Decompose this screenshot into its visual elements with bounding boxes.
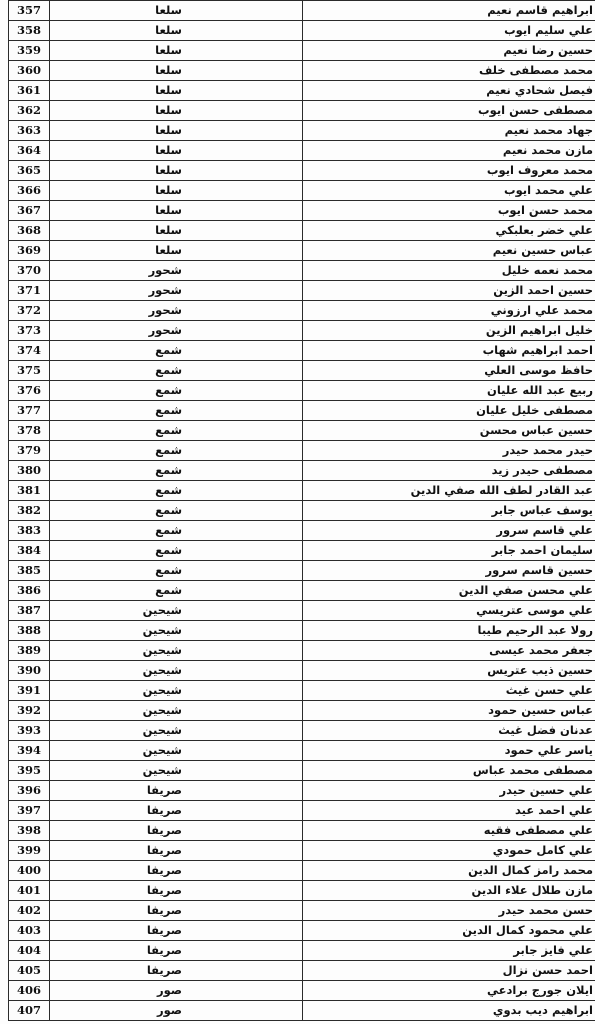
row-number-cell: 392 bbox=[9, 701, 50, 721]
table-row bbox=[9, 361, 595, 381]
row-number-cell: 405 bbox=[9, 961, 50, 981]
row-number-cell: 398 bbox=[9, 821, 50, 841]
table-row bbox=[9, 541, 595, 561]
table-row bbox=[9, 301, 595, 321]
table-row bbox=[9, 61, 595, 81]
town-cell: شيحين bbox=[50, 741, 303, 761]
table-row bbox=[9, 401, 595, 421]
town-cell: سلعا bbox=[50, 161, 303, 181]
town-cell: شيحين bbox=[50, 601, 303, 621]
person-name-cell: حسين احمد الزين bbox=[303, 281, 595, 301]
town-cell: شمع bbox=[50, 441, 303, 461]
table-row bbox=[9, 261, 595, 281]
row-number-cell: 371 bbox=[9, 281, 50, 301]
person-name-cell: احمد حسن نزال bbox=[303, 961, 595, 981]
person-name-cell: محمد رامز كمال الدين bbox=[303, 861, 595, 881]
table-row bbox=[9, 81, 595, 101]
row-number-cell: 400 bbox=[9, 861, 50, 881]
row-number-cell: 382 bbox=[9, 501, 50, 521]
row-number-cell: 357 bbox=[9, 1, 50, 21]
row-number-cell: 406 bbox=[9, 981, 50, 1001]
town-cell: شمع bbox=[50, 541, 303, 561]
town-cell: صور bbox=[50, 981, 303, 1001]
person-name-cell: علي موسى عتريسي bbox=[303, 601, 595, 621]
row-number-cell: 380 bbox=[9, 461, 50, 481]
person-name-cell: علي قاسم سرور bbox=[303, 521, 595, 541]
table-row bbox=[9, 961, 595, 981]
table-row bbox=[9, 481, 595, 501]
row-number-cell: 365 bbox=[9, 161, 50, 181]
table-row bbox=[9, 701, 595, 721]
person-name-cell: علي مصطفى فقيه bbox=[303, 821, 595, 841]
person-name-cell: عبد القادر لطف الله صفي الدين bbox=[303, 481, 595, 501]
person-name-cell: حسن محمد حيدر bbox=[303, 901, 595, 921]
table-row bbox=[9, 761, 595, 781]
table-row bbox=[9, 321, 595, 341]
table-row bbox=[9, 501, 595, 521]
table-row bbox=[9, 221, 595, 241]
row-number-cell: 362 bbox=[9, 101, 50, 121]
town-cell: شيحين bbox=[50, 721, 303, 741]
table-row bbox=[9, 781, 595, 801]
person-name-cell: حيدر محمد حيدر bbox=[303, 441, 595, 461]
town-cell: شمع bbox=[50, 361, 303, 381]
table-row bbox=[9, 981, 595, 1001]
row-number-cell: 393 bbox=[9, 721, 50, 741]
table-row bbox=[9, 861, 595, 881]
person-name-cell: ربيع عبد الله عليان bbox=[303, 381, 595, 401]
person-name-cell: ابراهيم ديب بدوي bbox=[303, 1001, 595, 1021]
row-number-cell: 360 bbox=[9, 61, 50, 81]
town-cell: شحور bbox=[50, 301, 303, 321]
person-name-cell: مازن محمد نعيم bbox=[303, 141, 595, 161]
person-name-cell: جهاد محمد نعيم bbox=[303, 121, 595, 141]
person-name-cell: مصطفى خليل عليان bbox=[303, 401, 595, 421]
table-row bbox=[9, 421, 595, 441]
row-number-cell: 396 bbox=[9, 781, 50, 801]
row-number-cell: 389 bbox=[9, 641, 50, 661]
person-name-cell: علي كامل حمودي bbox=[303, 841, 595, 861]
person-name-cell: حسين قاسم سرور bbox=[303, 561, 595, 581]
row-number-cell: 390 bbox=[9, 661, 50, 681]
town-cell: سلعا bbox=[50, 1, 303, 21]
person-name-cell: علي حسن غيث bbox=[303, 681, 595, 701]
row-number-cell: 384 bbox=[9, 541, 50, 561]
town-cell: شمع bbox=[50, 341, 303, 361]
row-number-cell: 367 bbox=[9, 201, 50, 221]
person-name-cell: حسين ذيب عتريس bbox=[303, 661, 595, 681]
row-number-cell: 386 bbox=[9, 581, 50, 601]
town-cell: شيحين bbox=[50, 641, 303, 661]
row-number-cell: 379 bbox=[9, 441, 50, 461]
town-cell: شمع bbox=[50, 521, 303, 541]
town-cell: سلعا bbox=[50, 141, 303, 161]
table-row bbox=[9, 661, 595, 681]
town-cell: شيحين bbox=[50, 621, 303, 641]
person-name-cell: جعفر محمد عيسى bbox=[303, 641, 595, 661]
row-number-cell: 402 bbox=[9, 901, 50, 921]
person-name-cell: علي سليم ايوب bbox=[303, 21, 595, 41]
person-name-cell: مازن طلال علاء الدين bbox=[303, 881, 595, 901]
row-number-cell: 373 bbox=[9, 321, 50, 341]
person-name-cell: علي فايز جابر bbox=[303, 941, 595, 961]
table-row bbox=[9, 461, 595, 481]
town-cell: صريفا bbox=[50, 921, 303, 941]
row-number-cell: 387 bbox=[9, 601, 50, 621]
person-name-cell: سليمان احمد جابر bbox=[303, 541, 595, 561]
table-row bbox=[9, 801, 595, 821]
table-row bbox=[9, 561, 595, 581]
row-number-cell: 370 bbox=[9, 261, 50, 281]
row-number-cell: 385 bbox=[9, 561, 50, 581]
row-number-cell: 383 bbox=[9, 521, 50, 541]
row-number-cell: 388 bbox=[9, 621, 50, 641]
table-row bbox=[9, 281, 595, 301]
table-row bbox=[9, 441, 595, 461]
table-row bbox=[9, 41, 595, 61]
person-name-cell: علي خضر بعلبكي bbox=[303, 221, 595, 241]
table-row bbox=[9, 901, 595, 921]
row-number-cell: 369 bbox=[9, 241, 50, 261]
town-cell: سلعا bbox=[50, 21, 303, 41]
table-row bbox=[9, 921, 595, 941]
town-cell: شمع bbox=[50, 401, 303, 421]
town-cell: صريفا bbox=[50, 881, 303, 901]
table-row bbox=[9, 241, 595, 261]
person-name-cell: محمد حسن ايوب bbox=[303, 201, 595, 221]
person-name-cell: مصطفى حسن ايوب bbox=[303, 101, 595, 121]
table-row bbox=[9, 181, 595, 201]
table-row bbox=[9, 101, 595, 121]
table-row bbox=[9, 641, 595, 661]
town-cell: سلعا bbox=[50, 241, 303, 261]
row-number-cell: 399 bbox=[9, 841, 50, 861]
town-cell: سلعا bbox=[50, 201, 303, 221]
table-row bbox=[9, 381, 595, 401]
person-name-cell: ياسر علي حمود bbox=[303, 741, 595, 761]
person-name-cell: رولا عبد الرحيم طيبا bbox=[303, 621, 595, 641]
row-number-cell: 363 bbox=[9, 121, 50, 141]
row-number-cell: 394 bbox=[9, 741, 50, 761]
town-cell: صريفا bbox=[50, 861, 303, 881]
town-cell: سلعا bbox=[50, 101, 303, 121]
town-cell: صريفا bbox=[50, 841, 303, 861]
town-cell: شمع bbox=[50, 561, 303, 581]
roster-table-body bbox=[9, 1, 595, 1021]
table-row bbox=[9, 201, 595, 221]
table-row bbox=[9, 681, 595, 701]
table-row bbox=[9, 601, 595, 621]
town-cell: سلعا bbox=[50, 181, 303, 201]
table-row bbox=[9, 721, 595, 741]
table-row bbox=[9, 1001, 595, 1021]
table-row bbox=[9, 21, 595, 41]
row-number-cell: 366 bbox=[9, 181, 50, 201]
row-number-cell: 378 bbox=[9, 421, 50, 441]
town-cell: صريفا bbox=[50, 821, 303, 841]
town-cell: سلعا bbox=[50, 81, 303, 101]
town-cell: شيحين bbox=[50, 761, 303, 781]
town-cell: شمع bbox=[50, 481, 303, 501]
town-cell: صريفا bbox=[50, 961, 303, 981]
person-name-cell: عباس حسين نعيم bbox=[303, 241, 595, 261]
table-row bbox=[9, 121, 595, 141]
row-number-cell: 391 bbox=[9, 681, 50, 701]
row-number-cell: 358 bbox=[9, 21, 50, 41]
table-row bbox=[9, 741, 595, 761]
table-row bbox=[9, 1, 595, 21]
row-number-cell: 403 bbox=[9, 921, 50, 941]
town-cell: سلعا bbox=[50, 41, 303, 61]
town-cell: شمع bbox=[50, 461, 303, 481]
person-name-cell: محمد علي ارزوني bbox=[303, 301, 595, 321]
person-name-cell: علي احمد عيد bbox=[303, 801, 595, 821]
person-name-cell: علي محمد ايوب bbox=[303, 181, 595, 201]
town-cell: صريفا bbox=[50, 941, 303, 961]
person-name-cell: مصطفى حيدر زيد bbox=[303, 461, 595, 481]
town-cell: صور bbox=[50, 1001, 303, 1021]
table-row bbox=[9, 581, 595, 601]
town-cell: شحور bbox=[50, 321, 303, 341]
person-name-cell: حافظ موسى العلي bbox=[303, 361, 595, 381]
table-row bbox=[9, 881, 595, 901]
table-row bbox=[9, 821, 595, 841]
person-name-cell: مصطفى محمد عباس bbox=[303, 761, 595, 781]
person-name-cell: حسين رضا نعيم bbox=[303, 41, 595, 61]
person-name-cell: محمد مصطفى خلف bbox=[303, 61, 595, 81]
row-number-cell: 401 bbox=[9, 881, 50, 901]
person-name-cell: ايلان جورج برادعي bbox=[303, 981, 595, 1001]
town-cell: شمع bbox=[50, 501, 303, 521]
town-cell: شمع bbox=[50, 421, 303, 441]
town-cell: صريفا bbox=[50, 801, 303, 821]
row-number-cell: 395 bbox=[9, 761, 50, 781]
town-cell: شحور bbox=[50, 281, 303, 301]
town-cell: سلعا bbox=[50, 121, 303, 141]
row-number-cell: 381 bbox=[9, 481, 50, 501]
person-name-cell: محمد نعمه خليل bbox=[303, 261, 595, 281]
town-cell: شمع bbox=[50, 381, 303, 401]
table-row bbox=[9, 941, 595, 961]
town-cell: صريفا bbox=[50, 781, 303, 801]
person-name-cell: ابراهيم قاسم نعيم bbox=[303, 1, 595, 21]
row-number-cell: 377 bbox=[9, 401, 50, 421]
row-number-cell: 372 bbox=[9, 301, 50, 321]
table-row bbox=[9, 141, 595, 161]
row-number-cell: 364 bbox=[9, 141, 50, 161]
town-cell: شيحين bbox=[50, 701, 303, 721]
row-number-cell: 376 bbox=[9, 381, 50, 401]
town-cell: شيحين bbox=[50, 661, 303, 681]
town-cell: شحور bbox=[50, 261, 303, 281]
person-name-cell: عباس حسين حمود bbox=[303, 701, 595, 721]
person-name-cell: خليل ابراهيم الزين bbox=[303, 321, 595, 341]
person-name-cell: احمد ابراهيم شهاب bbox=[303, 341, 595, 361]
town-cell: صريفا bbox=[50, 901, 303, 921]
person-name-cell: عدنان فضل غيث bbox=[303, 721, 595, 741]
person-name-cell: حسين عباس محسن bbox=[303, 421, 595, 441]
row-number-cell: 375 bbox=[9, 361, 50, 381]
row-number-cell: 359 bbox=[9, 41, 50, 61]
row-number-cell: 404 bbox=[9, 941, 50, 961]
table-row bbox=[9, 161, 595, 181]
row-number-cell: 361 bbox=[9, 81, 50, 101]
town-cell: سلعا bbox=[50, 221, 303, 241]
person-name-cell: علي محمود كمال الدين bbox=[303, 921, 595, 941]
row-number-cell: 374 bbox=[9, 341, 50, 361]
table-row bbox=[9, 841, 595, 861]
person-name-cell: محمد معروف ايوب bbox=[303, 161, 595, 181]
row-number-cell: 397 bbox=[9, 801, 50, 821]
town-cell: شمع bbox=[50, 581, 303, 601]
town-cell: شيحين bbox=[50, 681, 303, 701]
row-number-cell: 407 bbox=[9, 1001, 50, 1021]
town-cell: سلعا bbox=[50, 61, 303, 81]
row-number-cell: 368 bbox=[9, 221, 50, 241]
person-name-cell: يوسف عباس جابر bbox=[303, 501, 595, 521]
table-row bbox=[9, 621, 595, 641]
person-name-cell: علي محسن صفي الدين bbox=[303, 581, 595, 601]
table-row bbox=[9, 521, 595, 541]
person-name-cell: فيصل شحادي نعيم bbox=[303, 81, 595, 101]
roster-table bbox=[8, 0, 595, 1021]
person-name-cell: علي حسين حيدر bbox=[303, 781, 595, 801]
table-row bbox=[9, 341, 595, 361]
